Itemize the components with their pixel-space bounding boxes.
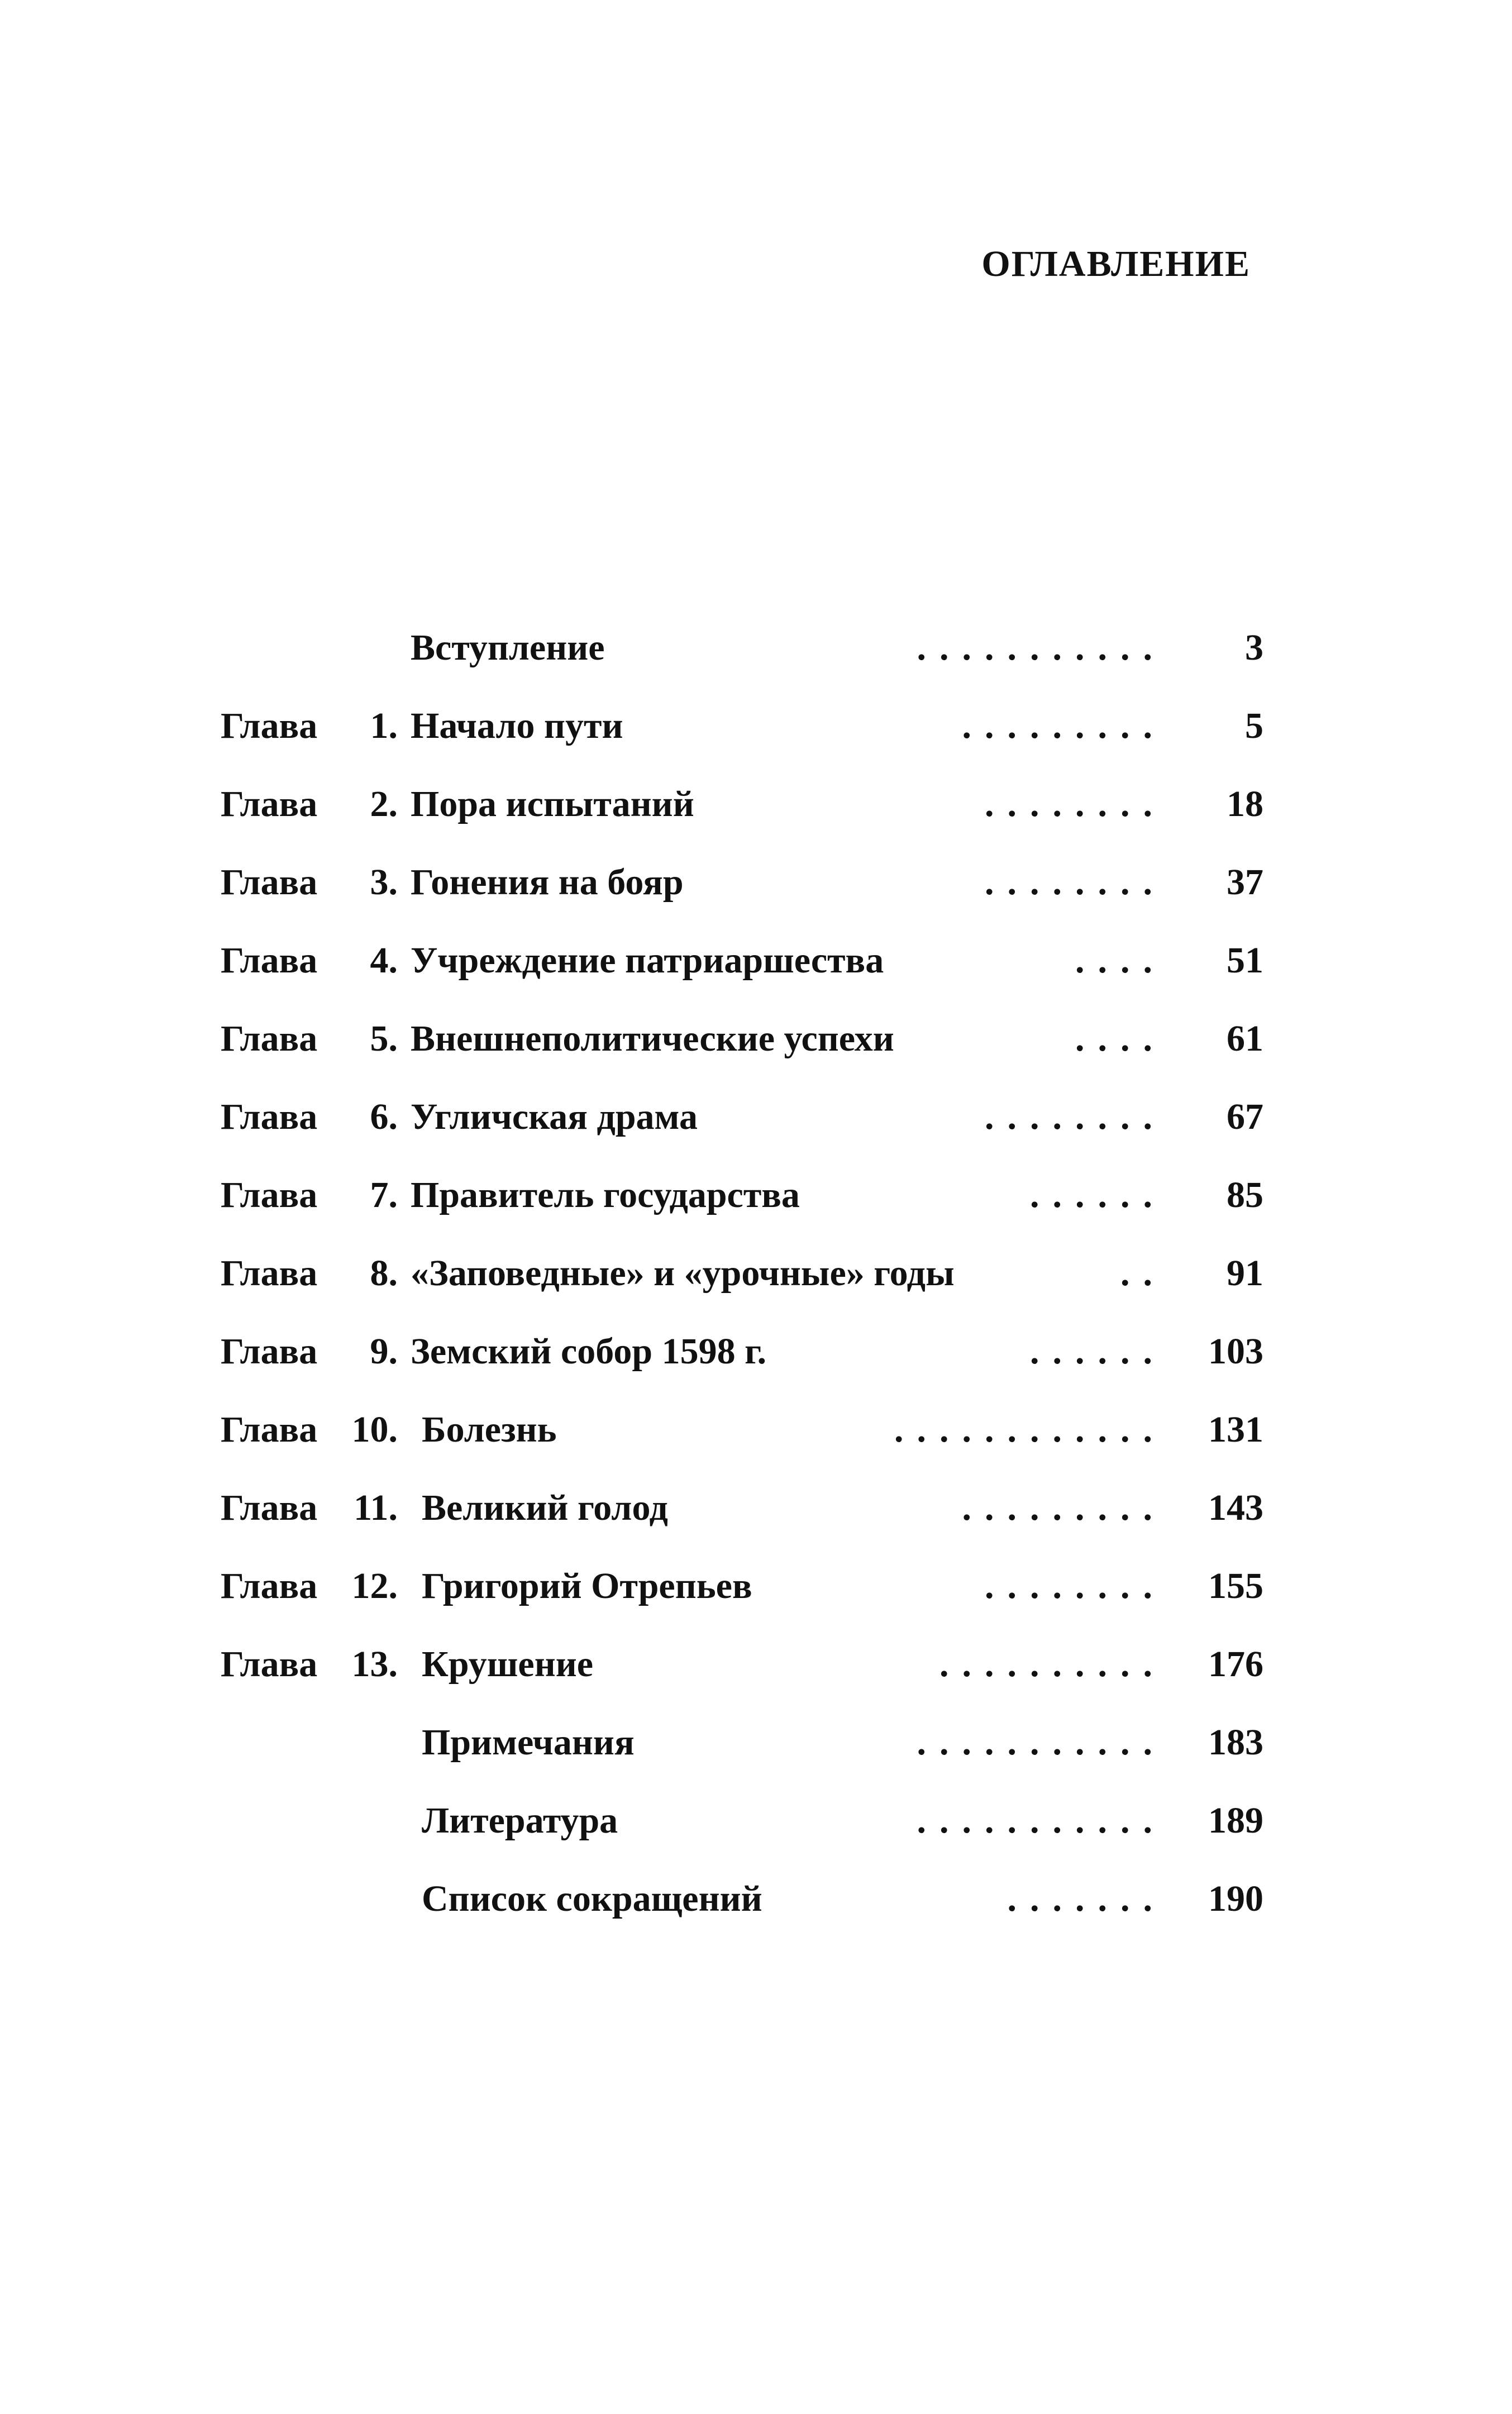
- chapter-label: Глава: [221, 940, 318, 981]
- chapter-number: 12.: [351, 1566, 398, 1606]
- chapter-label: Глава: [221, 1096, 318, 1137]
- chapter-label: Глава: [221, 1644, 318, 1685]
- dot-leader: .......: [1007, 1878, 1166, 1919]
- page-title: ОГЛАВЛЕНИЕ: [981, 244, 1251, 284]
- page-number: 176: [1208, 1644, 1263, 1685]
- entry-title: Угличская драма: [411, 1096, 698, 1137]
- chapter-number: 9.: [370, 1331, 398, 1372]
- page-number: 190: [1208, 1878, 1263, 1919]
- page-number: 37: [1227, 862, 1263, 903]
- chapter-number: 10.: [351, 1409, 398, 1450]
- page-number: 85: [1227, 1175, 1263, 1215]
- entry-title: Вступление: [411, 627, 605, 668]
- toc-entry[interactable]: [0, 620, 1512, 676]
- entry-title: Начало пути: [411, 705, 623, 746]
- entry-title: Учреждение патриаршества: [411, 940, 884, 981]
- page-number: 5: [1245, 705, 1263, 746]
- entry-title: Правитель государства: [411, 1175, 800, 1215]
- chapter-label: Глава: [221, 1487, 318, 1528]
- dot-leader: .........: [962, 1487, 1166, 1528]
- dot-leader: ......: [1030, 1175, 1166, 1215]
- toc-entry[interactable]: [0, 933, 1512, 989]
- dot-leader: ......: [1030, 1331, 1166, 1372]
- toc-entry[interactable]: [0, 1324, 1512, 1380]
- chapter-label: Глава: [221, 1331, 318, 1372]
- toc-entry[interactable]: [0, 1715, 1512, 1771]
- dot-leader: ........: [985, 784, 1166, 824]
- entry-title: Григорий Отрепьев: [422, 1566, 752, 1606]
- dot-leader: ...........: [917, 1722, 1166, 1763]
- dot-leader: ....: [1075, 1018, 1166, 1059]
- chapter-label: Глава: [221, 1253, 318, 1294]
- chapter-label: Глава: [221, 784, 318, 824]
- entry-title: Крушение: [422, 1644, 594, 1685]
- entry-title: Литература: [422, 1800, 618, 1841]
- page-number: 51: [1227, 940, 1263, 981]
- dot-leader: ........: [985, 1566, 1166, 1606]
- chapter-number: 7.: [370, 1175, 398, 1215]
- chapter-label: Глава: [221, 1409, 318, 1450]
- page-number: 143: [1208, 1487, 1263, 1528]
- page-number: 103: [1208, 1331, 1263, 1372]
- chapter-number: 5.: [370, 1018, 398, 1059]
- toc-entry[interactable]: [0, 1480, 1512, 1536]
- entry-title: Гонения на бояр: [411, 862, 684, 903]
- toc-entry[interactable]: [0, 698, 1512, 754]
- dot-leader: ............: [894, 1409, 1166, 1450]
- dot-leader: ...........: [917, 627, 1166, 668]
- page-number: 183: [1208, 1722, 1263, 1763]
- entry-title: Болезнь: [422, 1409, 557, 1450]
- toc-entry[interactable]: [0, 1011, 1512, 1067]
- toc-entry[interactable]: [0, 1637, 1512, 1692]
- chapter-number: 2.: [370, 784, 398, 824]
- entry-title: Список сокращений: [422, 1878, 762, 1919]
- dot-leader: ....: [1075, 940, 1166, 981]
- page-number: 18: [1227, 784, 1263, 824]
- toc-entry[interactable]: [0, 1558, 1512, 1614]
- toc-entry[interactable]: [0, 1871, 1512, 1927]
- chapter-label: Глава: [221, 705, 318, 746]
- entry-title: Пора испытаний: [411, 784, 694, 824]
- toc-entry[interactable]: [0, 855, 1512, 910]
- dot-leader: ........: [985, 862, 1166, 903]
- chapter-number: 1.: [370, 705, 398, 746]
- toc-entry[interactable]: [0, 776, 1512, 832]
- dot-leader: ........: [985, 1096, 1166, 1137]
- entry-title: Внешнеполитические успехи: [411, 1018, 894, 1059]
- dot-leader: .........: [962, 705, 1166, 746]
- page-number: 155: [1208, 1566, 1263, 1606]
- page-number: 3: [1245, 627, 1263, 668]
- toc-entry[interactable]: [0, 1089, 1512, 1145]
- page-number: 67: [1227, 1096, 1263, 1137]
- chapter-number: 11.: [354, 1487, 398, 1528]
- chapter-number: 6.: [370, 1096, 398, 1137]
- entry-title: Земский собор 1598 г.: [411, 1331, 767, 1372]
- dot-leader: ..........: [939, 1644, 1166, 1685]
- chapter-number: 13.: [351, 1644, 398, 1685]
- chapter-label: Глава: [221, 1018, 318, 1059]
- page-number: 61: [1227, 1018, 1263, 1059]
- entry-title: Великий голод: [422, 1487, 668, 1528]
- toc-entry[interactable]: [0, 1793, 1512, 1849]
- dot-leader: ..: [1120, 1253, 1166, 1294]
- page-number: 91: [1227, 1253, 1263, 1294]
- chapter-number: 4.: [370, 940, 398, 981]
- chapter-label: Глава: [221, 1175, 318, 1215]
- chapter-number: 8.: [370, 1253, 398, 1294]
- entry-title: «Заповедные» и «урочные» годы: [411, 1253, 955, 1294]
- toc-entry[interactable]: [0, 1402, 1512, 1458]
- toc-entry[interactable]: [0, 1246, 1512, 1301]
- chapter-label: Глава: [221, 1566, 318, 1606]
- chapter-label: Глава: [221, 862, 318, 903]
- page-number: 189: [1208, 1800, 1263, 1841]
- dot-leader: ...........: [917, 1800, 1166, 1841]
- toc-entry[interactable]: [0, 1167, 1512, 1223]
- page-number: 131: [1208, 1409, 1263, 1450]
- entry-title: Примечания: [422, 1722, 635, 1763]
- chapter-number: 3.: [370, 862, 398, 903]
